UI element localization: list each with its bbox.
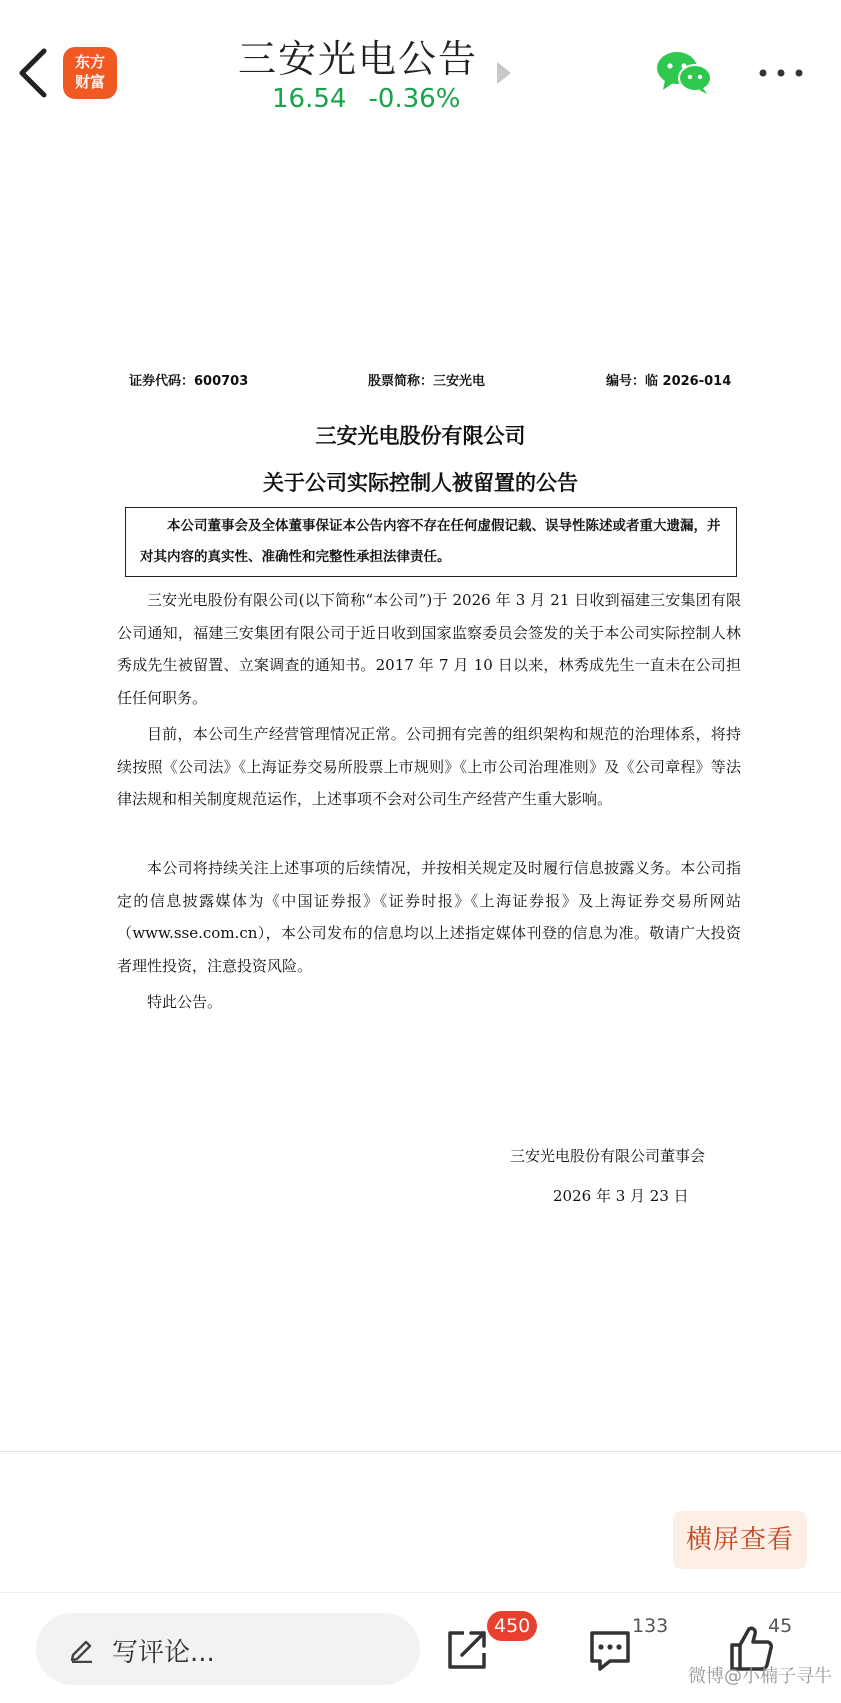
signature: 三安光电股份有限公司董事会 bbox=[510, 1147, 706, 1165]
stock-price: 16.54 bbox=[272, 84, 347, 114]
wechat-icon[interactable] bbox=[655, 50, 713, 94]
board-guarantee-notice: 本公司董事会及全体董事保证本公告内容不存在任何虚假记载、误导性陈述或者重大遗漏，并对其内容的真实性、准确性和完整性承担法律责任。 bbox=[125, 507, 737, 577]
stock-change: -0.36% bbox=[368, 84, 461, 114]
watermark-text: 小楠子寻牛 bbox=[742, 1666, 832, 1687]
share-icon[interactable] bbox=[444, 1627, 490, 1673]
play-icon[interactable] bbox=[497, 62, 511, 84]
stock-quote[interactable] bbox=[272, 84, 482, 114]
logo-line2: 财富 bbox=[74, 73, 105, 91]
announcement-number: 编号：临 2026-014 bbox=[606, 374, 732, 389]
announcement-title: 关于公司实际控制人被留置的公告 bbox=[263, 471, 578, 495]
comment-placeholder: 写评论... bbox=[112, 1638, 215, 1668]
weibo-watermark bbox=[688, 1662, 832, 1688]
comment-count: 133 bbox=[632, 1615, 669, 1637]
paragraph-4: 特此公告。 bbox=[147, 993, 223, 1011]
comment-icon[interactable] bbox=[586, 1629, 634, 1673]
share-count-badge: 450 bbox=[487, 1611, 537, 1641]
signature-date: 2026 年 3 月 23 日 bbox=[553, 1187, 689, 1205]
page-title: 三安光电公告 bbox=[238, 37, 479, 81]
paragraph-1: 三安光电股份有限公司(以下简称“本公司”)于 2026 年 3 月 21 日收到福建三安集团有限公司通知，福建三安集团有限公司于近日收到国家监察委员会签发的关于本公司实际控制人林秀成先生被留置、立案调查的通知书。2017 年 7 月 10 日以来，林秀成先生一直未在公司担任任何职务。 bbox=[117, 591, 741, 707]
logo-line1: 东方 bbox=[74, 53, 105, 71]
announcement-document bbox=[0, 126, 841, 1452]
pencil-icon bbox=[68, 1635, 96, 1663]
paragraph-3: 本公司将持续关注上述事项的后续情况，并按相关规定及时履行信息披露义务。本公司指定的信息披露媒体为《中国证券报》《证券时报》《上海证券报》及上海证券交易所网站（www.sse.com.cn），本公司发布的信息均以上述指定媒体刊登的信息为准。敬请广大投资者理性投资，注意投资风险。 bbox=[117, 859, 741, 975]
stock-code: 证券代码：600703 bbox=[129, 374, 249, 389]
comment-input[interactable] bbox=[36, 1613, 420, 1685]
bottom-action-bar bbox=[0, 1592, 841, 1703]
eastmoney-logo bbox=[63, 47, 117, 99]
watermark-prefix: 微博@ bbox=[688, 1666, 742, 1687]
paragraph-2: 目前，本公司生产经营管理情况正常。公司拥有完善的组织架构和规范的治理体系，将持续按照《公司法》《上海证券交易所股票上市规则》《上市公司治理准则》及《公司章程》等法律法规和相关制度规范运作，上述事项不会对公司生产经营产生重大影响。 bbox=[117, 725, 741, 808]
top-navigation-bar bbox=[0, 0, 841, 126]
stock-short-name: 股票简称：三安光电 bbox=[368, 374, 486, 389]
like-count: 45 bbox=[768, 1615, 793, 1637]
company-name-title: 三安光电股份有限公司 bbox=[315, 424, 526, 448]
back-icon[interactable] bbox=[14, 45, 54, 101]
landscape-view-button[interactable]: 横屏查看 bbox=[673, 1511, 807, 1569]
more-icon[interactable] bbox=[756, 58, 806, 88]
